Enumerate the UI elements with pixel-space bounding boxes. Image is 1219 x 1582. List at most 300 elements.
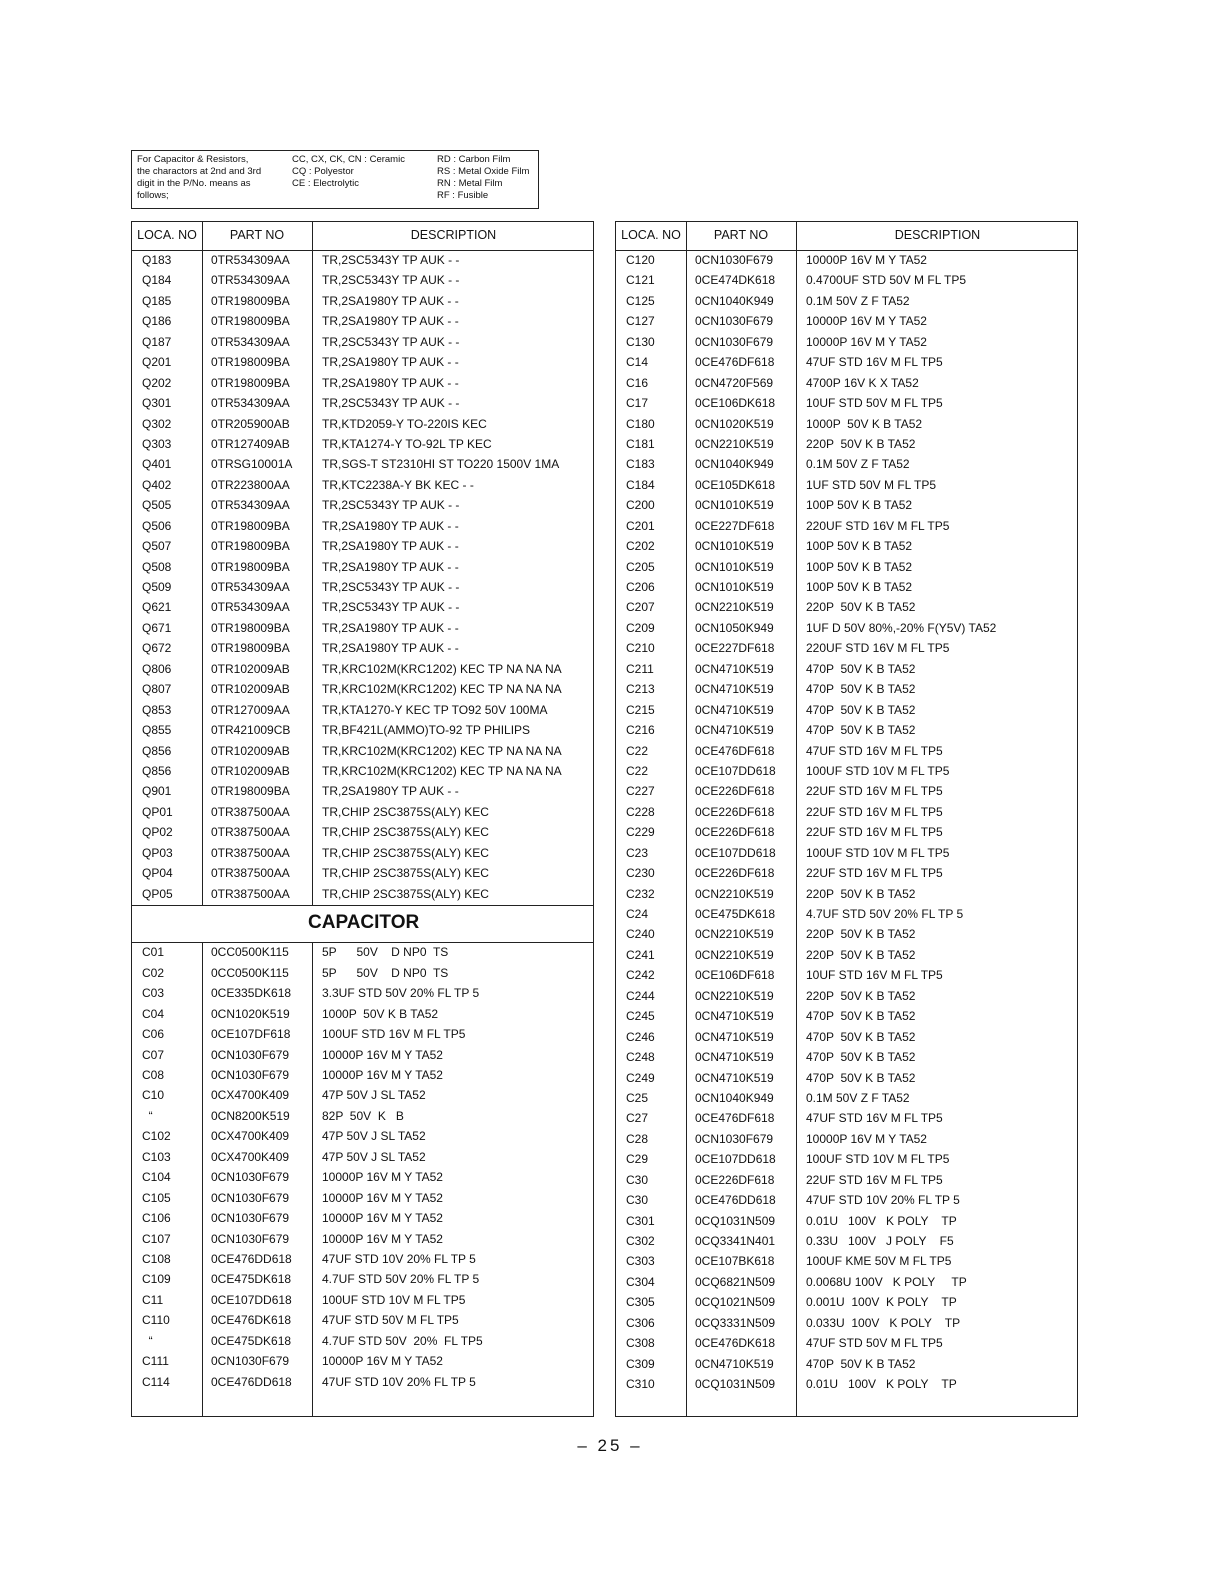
table-row [616, 1292, 1077, 1312]
cell-description: TR,KTA1270-Y KEC TP TO92 50V 100MA [322, 702, 548, 717]
cell-part-no: 0CN1030F679 [211, 1068, 290, 1083]
cell-loca-no: C249 [626, 1070, 655, 1085]
cell-part-no: 0CE476DK618 [695, 1336, 776, 1351]
cell-loca-no: C22 [626, 743, 649, 758]
cell-part-no: 0CN8200K519 [211, 1108, 290, 1123]
cell-description: 1UF D 50V 80%,-20% F(Y5V) TA52 [806, 620, 997, 635]
cell-part-no: 0TR387500AA [211, 825, 290, 840]
table-row [132, 414, 593, 434]
legend-line: RF : Fusible [437, 190, 489, 201]
cell-part-no: 0CQ3341N401 [695, 1234, 776, 1248]
table-row [616, 679, 1077, 699]
transistor-rows [132, 250, 593, 904]
cell-description: 3.3UF STD 50V 20% FL TP 5 [322, 986, 480, 1001]
cell-loca-no: C304 [626, 1274, 655, 1289]
cell-loca-no: C310 [626, 1377, 655, 1392]
cell-part-no: 0CN2210K519 [695, 927, 774, 942]
cell-description: TR,2SC5343Y TP AUK - - [322, 600, 460, 615]
table-row [616, 618, 1077, 638]
cell-loca-no: C232 [626, 886, 655, 901]
cell-part-no: 0CE476DF618 [695, 1111, 775, 1126]
cell-description: 100UF STD 10V M FL TP5 [322, 1292, 466, 1307]
cell-description: 470P 50V K B TA52 [806, 682, 916, 697]
legend-line: RS : Metal Oxide Film [437, 166, 530, 177]
cell-description: TR,2SA1980Y TP AUK - - [322, 293, 459, 308]
cell-part-no: 0CE106DK618 [695, 396, 776, 411]
cell-loca-no: C215 [626, 702, 655, 717]
cell-part-no: 0CN4710K519 [695, 723, 774, 738]
cell-loca-no: C27 [626, 1111, 649, 1126]
table-row [616, 843, 1077, 863]
cell-loca-no: C125 [626, 293, 655, 308]
cell-description: 47P 50V J SL TA52 [322, 1088, 426, 1103]
cell-loca-no: Q186 [142, 314, 172, 329]
cell-loca-no: C17 [626, 396, 649, 411]
cell-description: 220P 50V K B TA52 [806, 436, 916, 451]
cell-loca-no: C242 [626, 968, 655, 983]
cell-loca-no: Q901 [142, 784, 172, 799]
cell-description: 100P 50V K B TA52 [806, 539, 913, 554]
cell-part-no: 0TR421009CB [211, 723, 291, 738]
cell-part-no: 0CE335DK618 [211, 986, 292, 1001]
table-row [132, 1024, 593, 1044]
cell-loca-no: Q202 [142, 375, 172, 390]
cell-part-no: 0TR387500AA [211, 845, 290, 860]
cell-loca-no: C104 [142, 1170, 171, 1185]
cell-description: 220UF STD 16V M FL TP5 [806, 518, 950, 533]
table-row [132, 250, 593, 270]
cell-part-no: 0TR198009BA [211, 355, 290, 370]
table-row [132, 597, 593, 617]
cell-part-no: 0CN1010K519 [695, 559, 774, 574]
cell-loca-no: Q806 [142, 661, 172, 676]
cell-part-no: 0CE107DD618 [695, 1152, 776, 1167]
cell-loca-no: C25 [626, 1090, 649, 1105]
cell-part-no: 0CE476DD618 [695, 1193, 776, 1208]
cell-loca-no: C205 [626, 559, 655, 574]
cell-description: 4700P 16V K X TA52 [806, 375, 919, 390]
table-row [616, 700, 1077, 720]
table-row [132, 1126, 593, 1146]
table-header [616, 222, 1077, 251]
capacitor-section-header [132, 905, 593, 943]
cell-description: TR,2SA1980Y TP AUK - - [322, 539, 459, 554]
cell-loca-no: Q187 [142, 334, 172, 349]
cell-loca-no: C216 [626, 723, 655, 738]
cell-description: 220P 50V K B TA52 [806, 988, 916, 1003]
table-row [616, 904, 1077, 924]
cell-part-no: 0TR534309AA [211, 396, 290, 411]
cell-description: 0.1M 50V Z F TA52 [806, 1090, 910, 1105]
cell-part-no: 0TR102009AB [211, 661, 290, 676]
cell-part-no: 0TR127409AB [211, 436, 290, 451]
cell-loca-no: QP01 [142, 804, 173, 819]
table-row [616, 1374, 1077, 1394]
cell-loca-no: C246 [626, 1029, 655, 1044]
cell-part-no: 0TRSG10001A [211, 457, 293, 472]
cell-description: TR,2SC5343Y TP AUK - - [322, 396, 460, 411]
cell-part-no: 0CQ1031N509 [695, 1377, 776, 1392]
cell-part-no: 0TR534309AA [211, 273, 290, 288]
table-row [132, 679, 593, 699]
table-row [132, 1188, 593, 1208]
cell-description: 100UF STD 10V M FL TP5 [806, 845, 950, 860]
cell-description: 470P 50V K B TA52 [806, 1029, 916, 1044]
table-row [616, 1108, 1077, 1128]
cell-loca-no: C248 [626, 1050, 655, 1065]
cell-description: 47P 50V J SL TA52 [322, 1129, 426, 1144]
table-row [616, 1170, 1077, 1190]
cell-loca-no: Q507 [142, 539, 172, 554]
table-row [616, 924, 1077, 944]
cell-part-no: 0TR198009BA [211, 539, 290, 554]
cell-description: 470P 50V K B TA52 [806, 1050, 916, 1065]
cell-description: 82P 50V K B [322, 1108, 404, 1123]
table-row [132, 1269, 593, 1289]
cell-loca-no: Q807 [142, 682, 172, 697]
cell-description: 10000P 16V M Y TA52 [806, 253, 927, 267]
cell-part-no: 0CE226DF618 [695, 825, 775, 840]
table-row [132, 1045, 593, 1065]
cell-part-no: 0TR198009BA [211, 559, 290, 574]
table-row [132, 454, 593, 474]
cell-loca-no: Q302 [142, 416, 172, 431]
cell-part-no: 0TR127009AA [211, 702, 290, 717]
cell-loca-no: C14 [626, 355, 649, 370]
cell-part-no: 0TR534309AA [211, 253, 290, 267]
table-row [616, 1088, 1077, 1108]
cell-part-no: 0CX4700K409 [211, 1149, 290, 1164]
table-row [132, 536, 593, 556]
legend-line: CQ : Polyestor [292, 166, 354, 177]
table-row [616, 1047, 1077, 1067]
cell-part-no: 0CN1020K519 [211, 1006, 290, 1021]
cell-description: TR,SGS-T ST2310HI ST TO220 1500V 1MA [322, 457, 560, 472]
table-row [132, 495, 593, 515]
cell-loca-no: C105 [142, 1190, 171, 1205]
table-row [616, 434, 1077, 454]
cell-loca-no: QP02 [142, 825, 173, 840]
cell-loca-no: C120 [626, 253, 655, 267]
cell-loca-no: C302 [626, 1234, 655, 1248]
cell-description: TR,2SC5343Y TP AUK - - [322, 580, 460, 594]
cell-part-no: 0CN1030F679 [695, 314, 774, 329]
cell-loca-no: C211 [626, 661, 654, 676]
cell-description: 0.1M 50V Z F TA52 [806, 457, 910, 472]
header-part-no: PART NO [713, 228, 769, 242]
cell-loca-no: QP03 [142, 845, 173, 860]
cell-description: TR,CHIP 2SC3875S(ALY) KEC [322, 866, 489, 881]
table-row [616, 332, 1077, 352]
cell-part-no: 0CN1030F679 [695, 253, 774, 267]
cell-loca-no: C102 [142, 1129, 171, 1144]
cell-loca-no: C127 [626, 314, 655, 329]
cell-description: 47UF STD 16V M FL TP5 [806, 743, 943, 758]
cell-description: 5P 50V D NP0 TS [322, 945, 449, 960]
cell-part-no: 0CN1030F679 [211, 1170, 290, 1185]
table-row [616, 516, 1077, 536]
table-row [616, 577, 1077, 597]
cell-part-no: 0CN4710K519 [695, 1009, 774, 1024]
table-row [132, 963, 593, 983]
cell-part-no: 0CN1030F679 [211, 1354, 290, 1369]
cell-part-no: 0CN4710K519 [695, 702, 774, 717]
cell-part-no: 0CN1010K519 [695, 498, 774, 513]
cell-loca-no: C24 [626, 907, 649, 921]
section-title: CAPACITOR [308, 912, 420, 934]
table-row [132, 557, 593, 577]
table-row [132, 1004, 593, 1024]
cell-part-no: 0CN1030F679 [211, 1211, 290, 1226]
cell-loca-no: C180 [626, 416, 655, 431]
cell-description: 10000P 16V M Y TA52 [322, 1354, 443, 1369]
cell-part-no: 0CN1010K519 [695, 539, 774, 554]
cell-part-no: 0CE227DF618 [695, 518, 775, 533]
cell-loca-no: C16 [626, 375, 649, 390]
cell-part-no: 0CN4710K519 [695, 682, 774, 697]
cell-description: 10UF STD 16V M FL TP5 [806, 968, 943, 983]
cell-description: 10000P 16V M Y TA52 [322, 1047, 443, 1062]
cell-loca-no: C309 [626, 1356, 655, 1371]
cell-part-no: 0CN4710K519 [695, 1050, 774, 1065]
table-row [132, 1085, 593, 1105]
cell-loca-no: C28 [626, 1131, 649, 1146]
cell-description: TR,BF421L(AMMO)TO-92 TP PHILIPS [322, 723, 531, 738]
table-row [616, 291, 1077, 311]
cell-part-no: 0CE226DF618 [695, 784, 775, 799]
cell-loca-no: Q185 [142, 293, 172, 308]
legend-line: follows; [137, 190, 169, 201]
cell-description: 100P 50V K B TA52 [806, 498, 913, 513]
cell-description: 470P 50V K B TA52 [806, 1009, 916, 1024]
cell-part-no: 0CE476DF618 [695, 355, 775, 370]
cell-loca-no: C110 [142, 1313, 170, 1328]
cell-description: TR,KRC102M(KRC1202) KEC TP NA NA NA [322, 763, 562, 778]
table-row [616, 536, 1077, 556]
table-row [616, 1272, 1077, 1292]
cell-description: TR,CHIP 2SC3875S(ALY) KEC [322, 886, 489, 901]
cell-description: TR,KTD2059-Y TO-220IS KEC [322, 416, 487, 431]
table-row [616, 1027, 1077, 1047]
header-description: DESCRIPTION [894, 228, 981, 242]
cell-description: TR,CHIP 2SC3875S(ALY) KEC [322, 825, 489, 840]
cell-part-no: 0CE476DK618 [211, 1313, 292, 1328]
cell-loca-no: C308 [626, 1336, 655, 1351]
table-row [616, 1190, 1077, 1210]
table-row [132, 863, 593, 883]
table-row [616, 1231, 1077, 1251]
cell-part-no: 0CE476DD618 [211, 1251, 292, 1266]
table-row [132, 373, 593, 393]
cell-loca-no: C02 [142, 965, 165, 980]
cell-loca-no: C181 [626, 436, 655, 451]
cell-part-no: 0TR102009AB [211, 763, 290, 778]
cell-description: TR,CHIP 2SC3875S(ALY) KEC [322, 845, 489, 860]
header-description: DESCRIPTION [410, 228, 497, 242]
table-row [132, 1167, 593, 1187]
header-part-no: PART NO [229, 228, 285, 242]
cell-description: 470P 50V K B TA52 [806, 661, 916, 676]
cell-description: 10000P 16V M Y TA52 [322, 1190, 443, 1205]
cell-loca-no: C201 [626, 518, 655, 533]
table-row [616, 965, 1077, 985]
cell-part-no: 0CE475DK618 [211, 1272, 292, 1287]
cell-part-no: 0CN1010K519 [695, 580, 774, 594]
legend-col-intro [137, 154, 277, 202]
table-row [132, 1310, 593, 1330]
cell-loca-no: C121 [626, 273, 655, 288]
cell-loca-no: C01 [142, 945, 165, 960]
cell-loca-no: Q402 [142, 477, 172, 492]
legend-box [131, 150, 539, 209]
cell-part-no: 0CC0500K115 [211, 945, 289, 960]
table-row [132, 1147, 593, 1167]
cell-description: TR,KRC102M(KRC1202) KEC TP NA NA NA [322, 743, 562, 758]
table-row [132, 942, 593, 962]
table-row [132, 638, 593, 658]
legend-col-capacitor-codes [292, 154, 405, 190]
cell-description: 220P 50V K B TA52 [806, 600, 916, 615]
cell-loca-no: C03 [142, 986, 165, 1001]
table-row [616, 945, 1077, 965]
table-row [616, 393, 1077, 413]
legend-line: digit in the P/No. means as [137, 178, 251, 189]
cell-part-no: 0CN4710K519 [695, 1070, 774, 1085]
cell-part-no: 0CQ1031N509 [695, 1213, 776, 1228]
cell-part-no: 0CE107DF618 [211, 1027, 291, 1042]
cell-description: 0.4700UF STD 50V M FL TP5 [806, 273, 967, 288]
cell-loca-no: C244 [626, 988, 655, 1003]
table-row [616, 1211, 1077, 1231]
cell-loca-no: Q184 [142, 273, 172, 288]
cell-description: 47UF STD 16V M FL TP5 [806, 1111, 943, 1126]
cell-description: TR,2SA1980Y TP AUK - - [322, 559, 459, 574]
cell-part-no: 0CN2210K519 [695, 988, 774, 1003]
cell-loca-no: C108 [142, 1251, 171, 1266]
cell-description: 470P 50V K B TA52 [806, 702, 916, 717]
table-row [132, 434, 593, 454]
page-number: – 25 – [577, 1436, 643, 1455]
cell-description: 0.33U 100V J POLY F5 [806, 1234, 954, 1248]
legend-line: RN : Metal Film [437, 178, 503, 189]
cell-loca-no: C202 [626, 539, 655, 554]
cell-part-no: 0CN2210K519 [695, 886, 774, 901]
cell-description: 22UF STD 16V M FL TP5 [806, 825, 943, 840]
cell-description: 100UF STD 16V M FL TP5 [322, 1027, 466, 1042]
cell-description: 10000P 16V M Y TA52 [322, 1170, 443, 1185]
table-row [616, 250, 1077, 270]
table-row [132, 761, 593, 781]
cell-loca-no: “ [142, 1108, 153, 1123]
cell-part-no: 0CN1030F679 [695, 1131, 774, 1146]
table-row [616, 1149, 1077, 1169]
table-row [616, 270, 1077, 290]
table-row [132, 802, 593, 822]
cell-loca-no: C07 [142, 1047, 165, 1062]
cell-loca-no: C240 [626, 927, 655, 942]
cell-loca-no: Q508 [142, 559, 172, 574]
cell-loca-no: Q183 [142, 253, 172, 267]
cell-loca-no: C241 [626, 947, 655, 962]
cell-description: TR,2SC5343Y TP AUK - - [322, 498, 460, 513]
cell-description: 220P 50V K B TA52 [806, 886, 916, 901]
header-loca-no: LOCA. NO [137, 228, 197, 242]
cell-part-no: 0CE226DF618 [695, 866, 775, 881]
table-row [616, 311, 1077, 331]
cell-part-no: 0CE107BK618 [695, 1254, 775, 1269]
cell-loca-no: C06 [142, 1027, 165, 1042]
table-row [132, 393, 593, 413]
legend-col-resistor-codes [437, 154, 529, 202]
cell-part-no: 0CX4700K409 [211, 1088, 290, 1103]
table-row [132, 700, 593, 720]
capacitor-rows [616, 250, 1077, 1395]
cell-description: 1000P 50V K B TA52 [322, 1006, 439, 1021]
cell-part-no: 0CN2210K519 [695, 436, 774, 451]
table-row [132, 781, 593, 801]
cell-part-no: 0CE107DD618 [211, 1292, 292, 1307]
table-row [616, 352, 1077, 372]
legend-line: CC, CX, CK, CN : Ceramic [292, 154, 405, 165]
cell-loca-no: Q853 [142, 702, 172, 717]
cell-loca-no: Q856 [142, 763, 172, 778]
cell-loca-no: C30 [626, 1172, 649, 1187]
cell-description: 0.001U 100V K POLY TP [806, 1295, 957, 1310]
cell-part-no: 0CN2210K519 [695, 600, 774, 615]
table-row [616, 557, 1077, 577]
cell-part-no: 0CN2210K519 [695, 947, 774, 962]
cell-description: 22UF STD 16V M FL TP5 [806, 1172, 943, 1187]
cell-part-no: 0CE105DK618 [695, 477, 776, 492]
table-row [616, 1006, 1077, 1026]
cell-loca-no: C106 [142, 1211, 171, 1226]
cell-description: 10000P 16V M Y TA52 [806, 314, 927, 329]
legend-line: CE : Electrolytic [292, 178, 360, 189]
cell-description: TR,KRC102M(KRC1202) KEC TP NA NA NA [322, 682, 562, 697]
cell-loca-no: Q855 [142, 723, 172, 738]
cell-loca-no: C306 [626, 1315, 655, 1330]
cell-description: TR,2SC5343Y TP AUK - - [322, 253, 460, 267]
legend-line: the charactors at 2nd and 3rd [137, 166, 262, 177]
cell-description: TR,2SA1980Y TP AUK - - [322, 518, 459, 533]
table-header [132, 222, 593, 251]
cell-part-no: 0TR223800AA [211, 477, 290, 492]
table-row [616, 761, 1077, 781]
cell-description: TR,2SA1980Y TP AUK - - [322, 620, 459, 635]
table-row [132, 1372, 593, 1392]
cell-description: 47UF STD 50V M FL TP5 [806, 1336, 943, 1351]
cell-loca-no: Q301 [142, 396, 172, 411]
cell-loca-no: C200 [626, 498, 655, 513]
cell-description: 470P 50V K B TA52 [806, 1356, 916, 1371]
cell-part-no: 0CE107DD618 [695, 763, 776, 778]
cell-part-no: 0TR205900AB [211, 416, 290, 431]
table-row [132, 720, 593, 740]
cell-part-no: 0TR534309AA [211, 580, 290, 594]
cell-part-no: 0CQ1021N509 [695, 1295, 776, 1310]
cell-part-no: 0CQ6821N509 [695, 1274, 776, 1289]
table-row [132, 1208, 593, 1228]
cell-description: 100UF STD 10V M FL TP5 [806, 1152, 950, 1167]
cell-description: 1UF STD 50V M FL TP5 [806, 477, 937, 492]
cell-part-no: 0TR102009AB [211, 682, 290, 697]
table-row [616, 1354, 1077, 1374]
cell-description: 10000P 16V M Y TA52 [806, 1131, 927, 1146]
table-row [616, 1333, 1077, 1353]
cell-description: 100P 50V K B TA52 [806, 580, 913, 594]
cell-description: 10000P 16V M Y TA52 [322, 1068, 443, 1083]
cell-description: 22UF STD 16V M FL TP5 [806, 804, 943, 819]
